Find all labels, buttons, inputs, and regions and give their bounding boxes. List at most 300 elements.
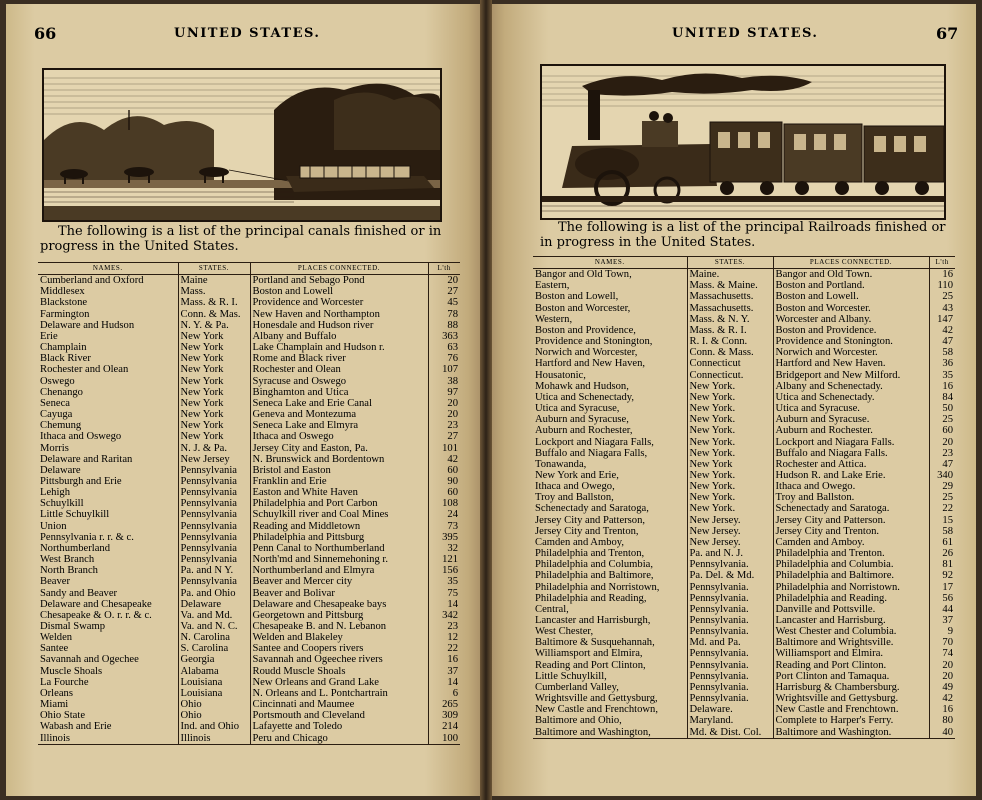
table-row bbox=[38, 398, 460, 409]
col-header-length: L'th bbox=[929, 257, 955, 269]
cell-places: Franklin and Erie bbox=[250, 476, 428, 487]
cell-state: Massachusetts. bbox=[687, 303, 773, 314]
cell-length: 20 bbox=[929, 660, 955, 671]
table-row bbox=[533, 593, 955, 604]
cell-name: Camden and Amboy, bbox=[535, 536, 625, 548]
cell-places: Schuylkill river and Coal Mines bbox=[250, 509, 428, 520]
cell-length: 47 bbox=[929, 336, 955, 347]
table-row bbox=[533, 358, 955, 369]
table-row bbox=[533, 336, 955, 347]
cell-state: New York bbox=[178, 431, 250, 442]
cell-places: Camden and Amboy. bbox=[773, 537, 929, 548]
cell-length: 20 bbox=[428, 409, 460, 420]
table-row bbox=[38, 320, 460, 331]
cell-length: 265 bbox=[428, 699, 460, 710]
cell-length: 43 bbox=[929, 303, 955, 314]
table-row bbox=[533, 526, 955, 537]
cell-state: Massachusetts. bbox=[687, 291, 773, 302]
col-header-names: NAMES. bbox=[533, 257, 687, 269]
cell-length: 17 bbox=[929, 582, 955, 593]
cell-state: Ind. and Ohio bbox=[178, 721, 250, 732]
table-row bbox=[38, 364, 460, 375]
table-row bbox=[38, 443, 460, 454]
cell-name: Central, bbox=[535, 603, 569, 615]
cell-state: New York bbox=[178, 398, 250, 409]
cell-length: 25 bbox=[929, 492, 955, 503]
table-row bbox=[533, 370, 955, 381]
table-row bbox=[38, 554, 460, 565]
cell-places: Delaware and Chesapeake bays bbox=[250, 599, 428, 610]
cell-state: Ohio bbox=[178, 710, 250, 721]
cell-name: Middlesex bbox=[40, 286, 85, 298]
cell-places: Beaver and Mercer city bbox=[250, 576, 428, 587]
cell-name: Williamsport and Elmira, bbox=[535, 648, 643, 660]
cell-name: Ithaca and Owego, bbox=[535, 481, 615, 493]
col-header-places: PLACES CONNECTED. bbox=[250, 263, 428, 275]
cell-name: Little Schuylkill bbox=[40, 509, 110, 521]
cell-state: Pennsylvania bbox=[178, 465, 250, 476]
table-row bbox=[533, 660, 955, 671]
table-row bbox=[38, 353, 460, 364]
table-row bbox=[533, 715, 955, 726]
cell-length: 45 bbox=[428, 297, 460, 308]
cell-length: 121 bbox=[428, 554, 460, 565]
cell-state: New York bbox=[178, 420, 250, 431]
cell-name: Miami bbox=[40, 699, 69, 711]
cell-places: Philadelphia and Baltimore. bbox=[773, 570, 929, 581]
cell-name: Delaware bbox=[40, 464, 81, 476]
table-row bbox=[38, 532, 460, 543]
cell-name: Chenango bbox=[40, 386, 83, 398]
cell-places: Albany and Schenectady. bbox=[773, 381, 929, 392]
cell-name: Wrightsville and Gettysburg, bbox=[535, 693, 658, 705]
col-header-places: PLACES CONNECTED. bbox=[773, 257, 929, 269]
cell-name: Cayuga bbox=[40, 409, 73, 421]
table-row bbox=[533, 381, 955, 392]
col-header-length: L'th bbox=[428, 263, 460, 275]
cell-length: 340 bbox=[929, 470, 955, 481]
cell-length: 81 bbox=[929, 559, 955, 570]
cell-length: 60 bbox=[428, 465, 460, 476]
cell-length: 16 bbox=[428, 654, 460, 665]
cell-name: Philadelphia and Baltimore, bbox=[535, 570, 654, 582]
cell-places: Boston and Portland. bbox=[773, 280, 929, 291]
cell-length: 73 bbox=[428, 521, 460, 532]
book-gutter bbox=[480, 0, 492, 800]
cell-places: Port Clinton and Tamaqua. bbox=[773, 671, 929, 682]
table-row bbox=[38, 699, 460, 710]
cell-length: 107 bbox=[428, 364, 460, 375]
table-row bbox=[533, 503, 955, 514]
cell-name: Seneca bbox=[40, 397, 70, 409]
cell-name: Northumberland bbox=[40, 542, 111, 554]
cell-places: Boston and Worcester. bbox=[773, 303, 929, 314]
cell-length: 58 bbox=[929, 347, 955, 358]
cell-state: Ohio bbox=[178, 699, 250, 710]
cell-length: 25 bbox=[929, 414, 955, 425]
cell-state: Pennsylvania bbox=[178, 532, 250, 543]
cell-name: Jersey City and Patterson, bbox=[535, 514, 646, 526]
cell-places: Philadelphia and Trenton. bbox=[773, 548, 929, 559]
cell-name: Reading and Port Clinton, bbox=[535, 659, 646, 671]
cell-state: New Jersey. bbox=[687, 537, 773, 548]
cell-name: Baltimore and Washington, bbox=[535, 726, 651, 738]
cell-name: Eastern, bbox=[535, 280, 570, 292]
cell-name: Welden bbox=[40, 632, 73, 644]
table-row bbox=[533, 314, 955, 325]
cell-state: New York. bbox=[687, 381, 773, 392]
cell-state: New York. bbox=[687, 492, 773, 503]
table-row bbox=[38, 309, 460, 320]
cell-state: New York. bbox=[687, 392, 773, 403]
left-intro-text: The following is a list of the principal canals finished or in progress in the United States. bbox=[40, 224, 442, 254]
table-row bbox=[533, 425, 955, 436]
table-row bbox=[38, 677, 460, 688]
cell-name: Blackstone bbox=[40, 297, 88, 309]
cell-places: Utica and Schenectady. bbox=[773, 392, 929, 403]
cell-length: 12 bbox=[428, 632, 460, 643]
cell-length: 40 bbox=[929, 727, 955, 739]
cell-state: Pennsylvania. bbox=[687, 615, 773, 626]
cell-places: Peru and Chicago bbox=[250, 733, 428, 745]
cell-length: 78 bbox=[428, 309, 460, 320]
cell-name: Jersey City and Trenton, bbox=[535, 525, 639, 537]
cell-name: Champlain bbox=[40, 342, 87, 354]
cell-state: Alabama bbox=[178, 666, 250, 677]
cell-length: 97 bbox=[428, 387, 460, 398]
cell-length: 42 bbox=[428, 454, 460, 465]
cell-length: 9 bbox=[929, 626, 955, 637]
cell-name: West Chester, bbox=[535, 626, 594, 638]
table-header-row bbox=[38, 263, 460, 275]
table-row bbox=[38, 654, 460, 665]
cell-name: Rochester and Olean bbox=[40, 364, 129, 376]
cell-name: North Branch bbox=[40, 565, 98, 577]
cell-length: 14 bbox=[428, 599, 460, 610]
cell-state: Louisiana bbox=[178, 677, 250, 688]
cell-length: 20 bbox=[428, 398, 460, 409]
cell-places: Chesapeake B. and N. Lebanon bbox=[250, 621, 428, 632]
cell-places: Philadelphia and Pittsburg bbox=[250, 532, 428, 543]
cell-places: Welden and Blakeley bbox=[250, 632, 428, 643]
cell-places: Geneva and Montezuma bbox=[250, 409, 428, 420]
cell-places: New Orleans and Grand Lake bbox=[250, 677, 428, 688]
cell-state: Va. and Md. bbox=[178, 610, 250, 621]
cell-places: Utica and Syracuse. bbox=[773, 403, 929, 414]
cell-name: Housatonic, bbox=[535, 369, 586, 381]
cell-places: Bristol and Easton bbox=[250, 465, 428, 476]
cell-state: Maine. bbox=[687, 269, 773, 281]
table-row bbox=[533, 291, 955, 302]
cell-places: New Haven and Northampton bbox=[250, 309, 428, 320]
cell-length: 342 bbox=[428, 610, 460, 621]
cell-places: Jersey City and Trenton. bbox=[773, 526, 929, 537]
cell-length: 100 bbox=[428, 733, 460, 745]
cell-name: Pittsburgh and Erie bbox=[40, 475, 122, 487]
cell-name: Philadelphia and Reading, bbox=[535, 592, 647, 604]
cell-name: Tonawanda, bbox=[535, 458, 587, 470]
cell-state: Connecticut bbox=[687, 358, 773, 369]
cell-name: Utica and Schenectady, bbox=[535, 391, 635, 403]
cell-state: Maine bbox=[178, 275, 250, 287]
cell-places: Albany and Buffalo bbox=[250, 331, 428, 342]
cell-places: Northumberland and Elmyra bbox=[250, 565, 428, 576]
cell-length: 37 bbox=[428, 666, 460, 677]
table-row bbox=[533, 548, 955, 559]
cell-places: Boston and Lowell. bbox=[773, 291, 929, 302]
cell-places: Easton and White Haven bbox=[250, 487, 428, 498]
cell-state: Mass. & R. I. bbox=[687, 325, 773, 336]
cell-state: Pennsylvania bbox=[178, 498, 250, 509]
cell-length: 156 bbox=[428, 565, 460, 576]
table-row bbox=[38, 721, 460, 732]
cell-name: Chemung bbox=[40, 420, 82, 432]
cell-length: 23 bbox=[929, 448, 955, 459]
col-header-states: STATES. bbox=[178, 263, 250, 275]
cell-state: New York bbox=[687, 459, 773, 470]
cell-length: 29 bbox=[929, 481, 955, 492]
cell-places: Danville and Pottsville. bbox=[773, 604, 929, 615]
table-row bbox=[38, 733, 460, 745]
cell-state: Pennsylvania bbox=[178, 576, 250, 587]
table-row bbox=[533, 325, 955, 336]
cell-length: 14 bbox=[428, 677, 460, 688]
cell-state: Pennsylvania. bbox=[687, 626, 773, 637]
cell-length: 110 bbox=[929, 280, 955, 291]
cell-length: 56 bbox=[929, 593, 955, 604]
cell-length: 60 bbox=[428, 487, 460, 498]
cell-name: Delaware and Raritan bbox=[40, 453, 133, 465]
cell-state: Pennsylvania. bbox=[687, 559, 773, 570]
cell-name: Ithaca and Oswego bbox=[40, 431, 122, 443]
cell-name: Beaver bbox=[40, 576, 70, 588]
cell-name: Boston and Worcester, bbox=[535, 302, 631, 314]
cell-state: New York bbox=[178, 353, 250, 364]
cell-state: New York. bbox=[687, 503, 773, 514]
table-row bbox=[533, 403, 955, 414]
cell-state: Pa. and Ohio bbox=[178, 588, 250, 599]
cell-places: Wrightsville and Gettysburg. bbox=[773, 693, 929, 704]
cell-places: Lancaster and Harrisburg. bbox=[773, 615, 929, 626]
cell-places: Norwich and Worcester. bbox=[773, 347, 929, 358]
cell-places: Penn Canal to Northumberland bbox=[250, 543, 428, 554]
table-row bbox=[38, 476, 460, 487]
col-header-states: STATES. bbox=[687, 257, 773, 269]
cell-length: 92 bbox=[929, 570, 955, 581]
cell-name: Oswego bbox=[40, 375, 75, 387]
cell-length: 23 bbox=[428, 420, 460, 431]
cell-name: Baltimore and Ohio, bbox=[535, 715, 622, 727]
table-row bbox=[38, 342, 460, 353]
cell-name: Chesapeake & O. r. r. & c. bbox=[40, 609, 152, 621]
table-row bbox=[533, 559, 955, 570]
cell-length: 108 bbox=[428, 498, 460, 509]
cell-name: West Branch bbox=[40, 554, 95, 566]
cell-length: 61 bbox=[929, 537, 955, 548]
cell-length: 80 bbox=[929, 715, 955, 726]
cell-places: Portsmouth and Cleveland bbox=[250, 710, 428, 721]
cell-length: 22 bbox=[428, 643, 460, 654]
cell-state: Conn. & Mass. bbox=[687, 347, 773, 358]
table-row bbox=[38, 666, 460, 677]
cell-places: West Chester and Columbia. bbox=[773, 626, 929, 637]
table-row bbox=[533, 448, 955, 459]
cell-state: Mass. & N. Y. bbox=[687, 314, 773, 325]
cell-length: 27 bbox=[428, 286, 460, 297]
table-row bbox=[38, 588, 460, 599]
cell-places: Jersey City and Easton, Pa. bbox=[250, 443, 428, 454]
cell-places: New Castle and Frenchtown. bbox=[773, 704, 929, 715]
table-row bbox=[38, 487, 460, 498]
cell-length: 38 bbox=[428, 376, 460, 387]
cell-name: Sandy and Beaver bbox=[40, 587, 118, 599]
cell-length: 147 bbox=[929, 314, 955, 325]
cell-state: N. Carolina bbox=[178, 632, 250, 643]
cell-name: Hartford and New Haven, bbox=[535, 358, 646, 370]
cell-places: Providence and Worcester bbox=[250, 297, 428, 308]
cell-length: 101 bbox=[428, 443, 460, 454]
cell-length: 15 bbox=[929, 515, 955, 526]
cell-name: Philadelphia and Columbia, bbox=[535, 559, 653, 571]
cell-places: Williamsport and Elmira. bbox=[773, 648, 929, 659]
table-row bbox=[38, 431, 460, 442]
cell-places: N. Brunswick and Bordentown bbox=[250, 454, 428, 465]
cell-name: Baltimore & Susquehannah, bbox=[535, 637, 655, 649]
table-row bbox=[38, 576, 460, 587]
cell-name: Delaware and Hudson bbox=[40, 319, 135, 331]
cell-state: Mass. & R. I. bbox=[178, 297, 250, 308]
cell-state: Pennsylvania bbox=[178, 487, 250, 498]
cell-name: Troy and Ballston, bbox=[535, 492, 614, 504]
table-row bbox=[533, 682, 955, 693]
cell-places: Troy and Ballston. bbox=[773, 492, 929, 503]
cell-name: Morris bbox=[40, 442, 69, 454]
cell-length: 25 bbox=[929, 291, 955, 302]
cell-places: Baltimore and Washington. bbox=[773, 727, 929, 739]
right-page-number: 67 bbox=[936, 24, 959, 43]
cell-state: Pennsylvania bbox=[178, 554, 250, 565]
cell-length: 363 bbox=[428, 331, 460, 342]
cell-places: Complete to Harper's Ferry. bbox=[773, 715, 929, 726]
cell-length: 32 bbox=[428, 543, 460, 554]
cell-places: Lafayette and Toledo bbox=[250, 721, 428, 732]
table-row bbox=[533, 626, 955, 637]
cell-state: New York bbox=[178, 364, 250, 375]
cell-name: Black River bbox=[40, 353, 91, 365]
table-row bbox=[38, 610, 460, 621]
cell-state: Mass. & Maine. bbox=[687, 280, 773, 291]
cell-length: 74 bbox=[929, 648, 955, 659]
cell-name: Cumberland Valley, bbox=[535, 681, 619, 693]
canal-boat-engraving bbox=[42, 68, 442, 222]
railroad-train-engraving bbox=[540, 64, 946, 220]
cell-name: Union bbox=[40, 520, 67, 532]
cell-state: Pa. and N. J. bbox=[687, 548, 773, 559]
cell-state: N. Y. & Pa. bbox=[178, 320, 250, 331]
cell-name: Wabash and Erie bbox=[40, 721, 112, 733]
cell-name: Philadelphia and Trenton, bbox=[535, 548, 645, 560]
cell-name: Buffalo and Niagara Falls, bbox=[535, 447, 648, 459]
cell-length: 84 bbox=[929, 392, 955, 403]
cell-places: Rochester and Attica. bbox=[773, 459, 929, 470]
cell-name: Providence and Stonington, bbox=[535, 336, 653, 348]
cell-state: Pennsylvania. bbox=[687, 682, 773, 693]
cell-name: Muscle Shoals bbox=[40, 665, 103, 677]
cell-state: Louisiana bbox=[178, 688, 250, 699]
left-running-head: UNITED STATES. bbox=[174, 26, 321, 41]
cell-length: 75 bbox=[428, 588, 460, 599]
table-row bbox=[38, 643, 460, 654]
table-row bbox=[533, 727, 955, 739]
cell-state: Pennsylvania bbox=[178, 543, 250, 554]
table-row bbox=[38, 621, 460, 632]
table-row bbox=[533, 515, 955, 526]
cell-name: Mohawk and Hudson, bbox=[535, 380, 629, 392]
cell-name: Utica and Syracuse, bbox=[535, 403, 620, 415]
cell-name: Delaware and Chesapeake bbox=[40, 598, 152, 610]
cell-state: Conn. & Mas. bbox=[178, 309, 250, 320]
cell-name: Lockport and Niagara Falls, bbox=[535, 436, 654, 448]
cell-length: 309 bbox=[428, 710, 460, 721]
cell-name: La Fourche bbox=[40, 676, 89, 688]
cell-length: 76 bbox=[428, 353, 460, 364]
cell-state: Delaware bbox=[178, 599, 250, 610]
cell-name: Lancaster and Harrisburgh, bbox=[535, 615, 651, 626]
cell-name: Norwich and Worcester, bbox=[535, 347, 638, 359]
cell-state: Pennsylvania. bbox=[687, 582, 773, 593]
cell-state: Mass. bbox=[178, 286, 250, 297]
cell-name: Boston and Providence, bbox=[535, 324, 636, 336]
cell-state: New York. bbox=[687, 437, 773, 448]
cell-name: Lehigh bbox=[40, 487, 71, 499]
cell-state: Pennsylvania. bbox=[687, 648, 773, 659]
cell-state: New York bbox=[178, 342, 250, 353]
table-row bbox=[533, 637, 955, 648]
cell-length: 395 bbox=[428, 532, 460, 543]
table-row bbox=[533, 604, 955, 615]
cell-places: Georgetown and Pittsburg bbox=[250, 610, 428, 621]
cell-state: New Jersey bbox=[178, 454, 250, 465]
cell-name: Boston and Lowell, bbox=[535, 291, 619, 303]
cell-length: 60 bbox=[929, 425, 955, 436]
cell-state: New York bbox=[178, 331, 250, 342]
cell-state: S. Carolina bbox=[178, 643, 250, 654]
cell-places: Cincinnati and Maumee bbox=[250, 699, 428, 710]
cell-places: Santee and Coopers rivers bbox=[250, 643, 428, 654]
table-row bbox=[533, 437, 955, 448]
cell-places: North'md and Sinnemehoning r. bbox=[250, 554, 428, 565]
cell-places: Schenectady and Saratoga. bbox=[773, 503, 929, 514]
table-header-row bbox=[533, 257, 955, 269]
table-row bbox=[533, 481, 955, 492]
cell-places: Honesdale and Hudson river bbox=[250, 320, 428, 331]
cell-places: Auburn and Rochester. bbox=[773, 425, 929, 436]
cell-state: New York bbox=[178, 376, 250, 387]
table-row bbox=[533, 459, 955, 470]
cell-places: Providence and Stonington. bbox=[773, 336, 929, 347]
cell-length: 49 bbox=[929, 682, 955, 693]
cell-name: Western, bbox=[535, 313, 573, 325]
cell-length: 16 bbox=[929, 381, 955, 392]
cell-places: Reading and Port Clinton. bbox=[773, 660, 929, 671]
cell-places: Portland and Sebago Pond bbox=[250, 275, 428, 287]
left-page-number: 66 bbox=[34, 24, 57, 43]
cell-places: Ithaca and Oswego bbox=[250, 431, 428, 442]
cell-places: Bridgeport and New Milford. bbox=[773, 370, 929, 381]
cell-name: Erie bbox=[40, 330, 58, 342]
cell-state: Pennsylvania. bbox=[687, 593, 773, 604]
cell-name: Orleans bbox=[40, 687, 73, 699]
